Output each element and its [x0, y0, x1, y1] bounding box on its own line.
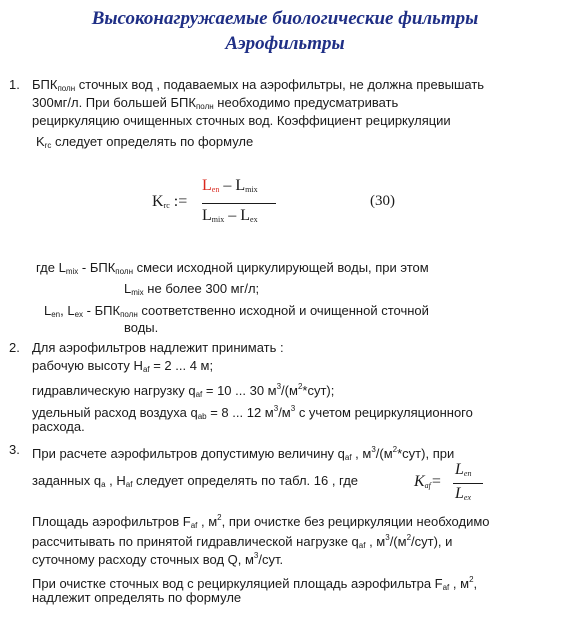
page-title: Высоконагружаемые биологические фильтры	[91, 8, 479, 29]
item-3-line-3: Площадь аэрофильтров $F_{af}$ , $м^2$, при очистке без рециркуляции необходимо	[32, 513, 490, 530]
page-subtitle: Аэрофильтры	[225, 33, 345, 54]
item-1-line-3: рециркуляцию очищенных сточных вод. Коэффициент рециркуляции	[32, 113, 451, 128]
item-3-line-7: надлежит определять по формуле	[32, 590, 242, 605]
formula-30-numerator: $L_{en} - L_{mix}$	[202, 177, 258, 194]
item-2-line-2: рабочую высоту $H_{af} = 2$ ... 4 м;	[32, 358, 214, 374]
where-line-3: $L_{en}$, $L_{ex} - БПК_{полн}$ соответственно исходной и очищенной сточной	[44, 303, 429, 319]
formula-30-lhs: $K_{rc}$ :=	[152, 193, 188, 210]
item-3-line-2: заданных $q_a$ , $H_{af}$ следует определять по табл. 16 , где	[32, 473, 359, 489]
formula-30-denominator: $L_{mix} - L_{ex}$	[202, 207, 258, 224]
item-1-line-2: 300мг/л. При большей $БПК_{полн}$ необходимо предусматривать	[32, 95, 399, 111]
item-2-line-5: расхода.	[32, 419, 85, 434]
formula-30-fraction-bar	[202, 203, 276, 204]
item-3-line-1: При расчете аэрофильтров допустимую величину $q_{af}$ , $м^3/(м^2*сут)$, при	[32, 445, 455, 462]
kaf-denominator: $L_{ex}$	[455, 485, 472, 502]
item-3-line-4: рассчитывать по принятой гидравлической нагрузке $q_{af}$ , $м^3/(м^2/сут)$, и	[32, 533, 453, 550]
kaf-lhs: $K_{af}=$	[414, 473, 442, 490]
item-1-line-4: $K_{rc}$ следует определять по формуле	[36, 134, 254, 150]
item-3-number: 3.	[9, 442, 20, 457]
item-3-line-5: суточному расходу сточных вод Q, $м^3$/сут.	[32, 551, 284, 567]
kaf-numerator: $L_{en}$	[455, 461, 472, 478]
item-2-line-1: Для аэрофильтров надлежит принимать :	[32, 340, 284, 355]
where-line-2: $L_{mix}$ не более 300 мг/л;	[124, 281, 260, 297]
formula-30-tag: (30)	[370, 193, 395, 209]
item-1-line-1: $БПК_{полн}$ сточных вод , подаваемых на аэрофильтры, не должна превышать	[32, 77, 485, 93]
item-2-line-3: гидравлическую нагрузку $q_{af} = 10$ ... 30 $м^3/(м^2*сут)$;	[32, 382, 335, 399]
where-line-4: воды.	[124, 320, 159, 335]
kaf-fraction-bar	[453, 483, 483, 484]
where-line-1: где $L_{mix} - БПК_{полн}$ смеси исходной циркулирующей воды, при этом	[36, 260, 429, 276]
item-3-line-6: При очистке сточных вод с рециркуляцией площадь аэрофильтра $F_{af}$ , $м^2$,	[32, 575, 478, 592]
item-1-number: 1.	[9, 77, 20, 92]
item-2-number: 2.	[9, 340, 20, 355]
item-2-line-4: удельный расход воздуха $q_{ab} = 8$ ... 12 $м^3/м^3$ с учетом рециркуляционного	[32, 404, 473, 421]
